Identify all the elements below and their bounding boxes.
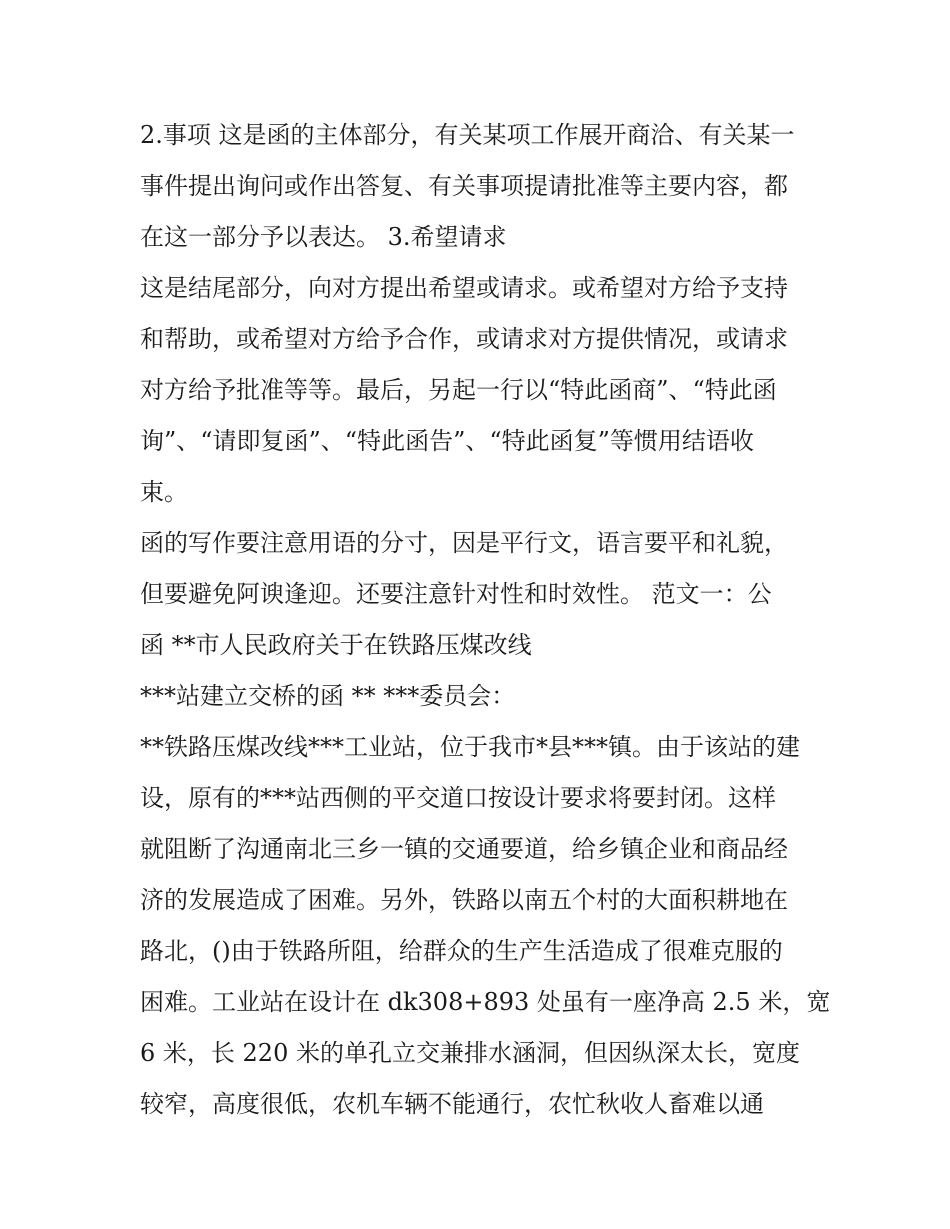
text-line: 函 **市人民政府关于在铁路压煤改线	[140, 631, 532, 659]
text-line: 2.事项 这是函的主体部分，有关某项工作展开商洽、有关某一	[140, 121, 795, 149]
text-line: 困难。工业站在设计在 dk308+893 处虽有一座净高 2.5 米，宽	[140, 988, 831, 1016]
text-line: 设，原有的***站西侧的平交道口按设计要求将要封闭。这样	[140, 784, 776, 812]
text-line: 济的发展造成了困难。另外，铁路以南五个村的大面积耕地在	[140, 886, 788, 914]
text-line: 函的写作要注意用语的分寸，因是平行文，语言要平和礼貌，	[140, 529, 788, 557]
text-line: 但要避免阿谀逢迎。还要注意针对性和时效性。 范文一：公	[140, 580, 772, 608]
text-line: 6 米，长 220 米的单孔立交兼排水涵洞，但因纵深太长，宽度	[140, 1039, 800, 1067]
text-line: ***站建立交桥的函 ** ***委员会：	[140, 682, 516, 710]
text-line: **铁路压煤改线***工业站，位于我市*县***镇。由于该站的建	[140, 733, 800, 761]
text-line: 对方给予批准等等。最后，另起一行以“特此函商”、“特此函	[140, 376, 777, 404]
text-line: 和帮助，或希望对方给予合作，或请求对方提供情况，或请求	[140, 325, 788, 353]
text-line: 询”、“请即复函”、“特此函告”、“特此函复”等惯用结语收	[140, 427, 754, 455]
text-line: 路北，()由于铁路所阻，给群众的生产生活造成了很难克服的	[140, 937, 783, 965]
document-body	[140, 110, 831, 1130]
text-line: 就阻断了沟通南北三乡一镇的交通要道，给乡镇企业和商品经	[140, 835, 788, 863]
text-line: 束。	[140, 478, 188, 506]
text-line: 这是结尾部分，向对方提出希望或请求。或希望对方给予支持	[140, 274, 788, 302]
text-line: 事件提出询问或作出答复、有关事项提请批准等主要内容，都	[140, 172, 788, 200]
text-line: 较窄，高度很低，农机车辆不能通行，农忙秋收人畜难以通	[140, 1090, 764, 1118]
text-line: 在这一部分予以表达。 3.希望请求	[140, 223, 507, 251]
